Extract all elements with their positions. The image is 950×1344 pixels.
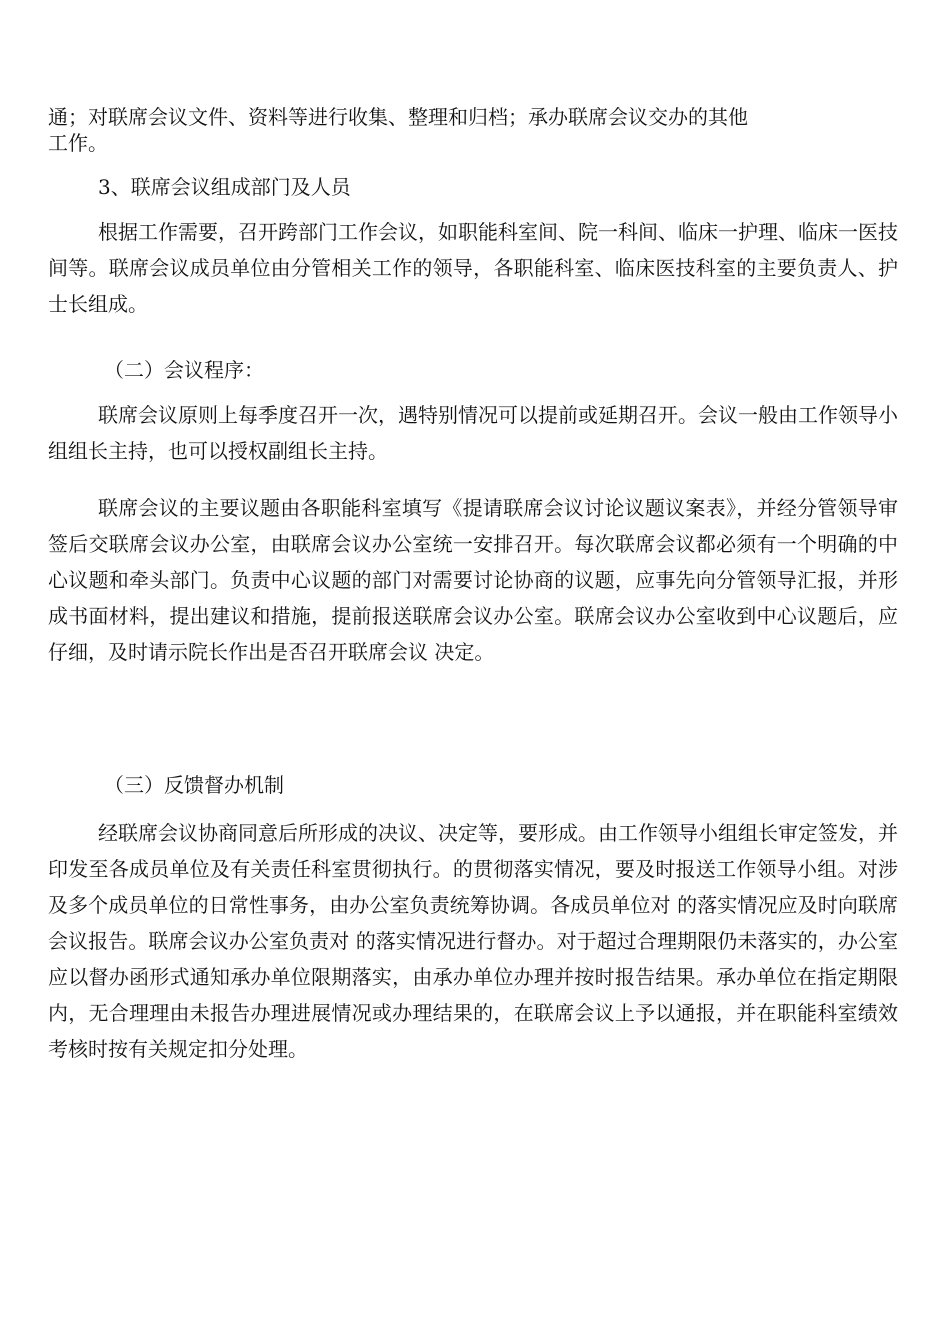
paragraph-procedure-1: 联席会议原则上每季度召开一次，遇特别情况可以提前或延期召开。会议一般由工作领导小组组长主持，也可以授权副组长主持。: [48, 403, 898, 463]
paragraph-procedure-2: 联席会议的主要议题由各职能科室填写《提请联席会议讨论议题议案表》，并经分管领导审签后交联席会议办公室，由联席会议办公室统一安排召开。每次联席会议都必须有一个明确的中心议题和牵头部门。负责中心议题的部门对需要讨论协商的议题，应事先向分管领导汇报，并形成书面材料，提出建议和措施，提前报送联席会议办公室。联席会议办公室收到中心议题后，应仔细，及时请示院长作出是否召开联席会议 决定。: [48, 496, 898, 664]
continuation-line-2: 工作。: [48, 131, 108, 155]
paragraph-members: 根据工作需要，召开跨部门工作会议，如职能科室间、院一科间、临床一护理、临床一医技间等。联席会议成员单位由分管相关工作的领导，各职能科室、临床医技科室的主要负责人、护士长组成。: [48, 220, 898, 316]
paragraph-feedback: 经联席会议协商同意后所形成的决议、决定等，要形成。由工作领导小组组长审定签发，并印发至各成员单位及有关责任科室贯彻执行。的贯彻落实情况，要及时报送工作领导小组。对涉及多个成员单位的日常性事务，由办公室负责统筹协调。各成员单位对 的落实情况应及时向联席会议报告。联席会议办公室负责对 的落实情况进行督办。对于超过合理期限仍未落实的，办公室应以督办函形式通知承办单位限期落实，由承办单位办理并按时报告结果。承办单位在指定期限内，无合理理由未报告办理进展情况或办理结果的，在联席会议上予以通报，并在职能科室绩效考核时按有关规定扣分处理。: [48, 821, 898, 1061]
continuation-paragraph: [48, 104, 908, 156]
continuation-line-1: 通；对联席会议文件、资料等进行收集、整理和归档；承办联席会议交办的其他: [48, 105, 748, 129]
section-heading-3: 3、联席会议组成部门及人员: [98, 175, 351, 199]
section-heading-procedure: （二）会议程序：: [104, 358, 264, 382]
section-heading-feedback: （三）反馈督办机制: [104, 773, 284, 797]
